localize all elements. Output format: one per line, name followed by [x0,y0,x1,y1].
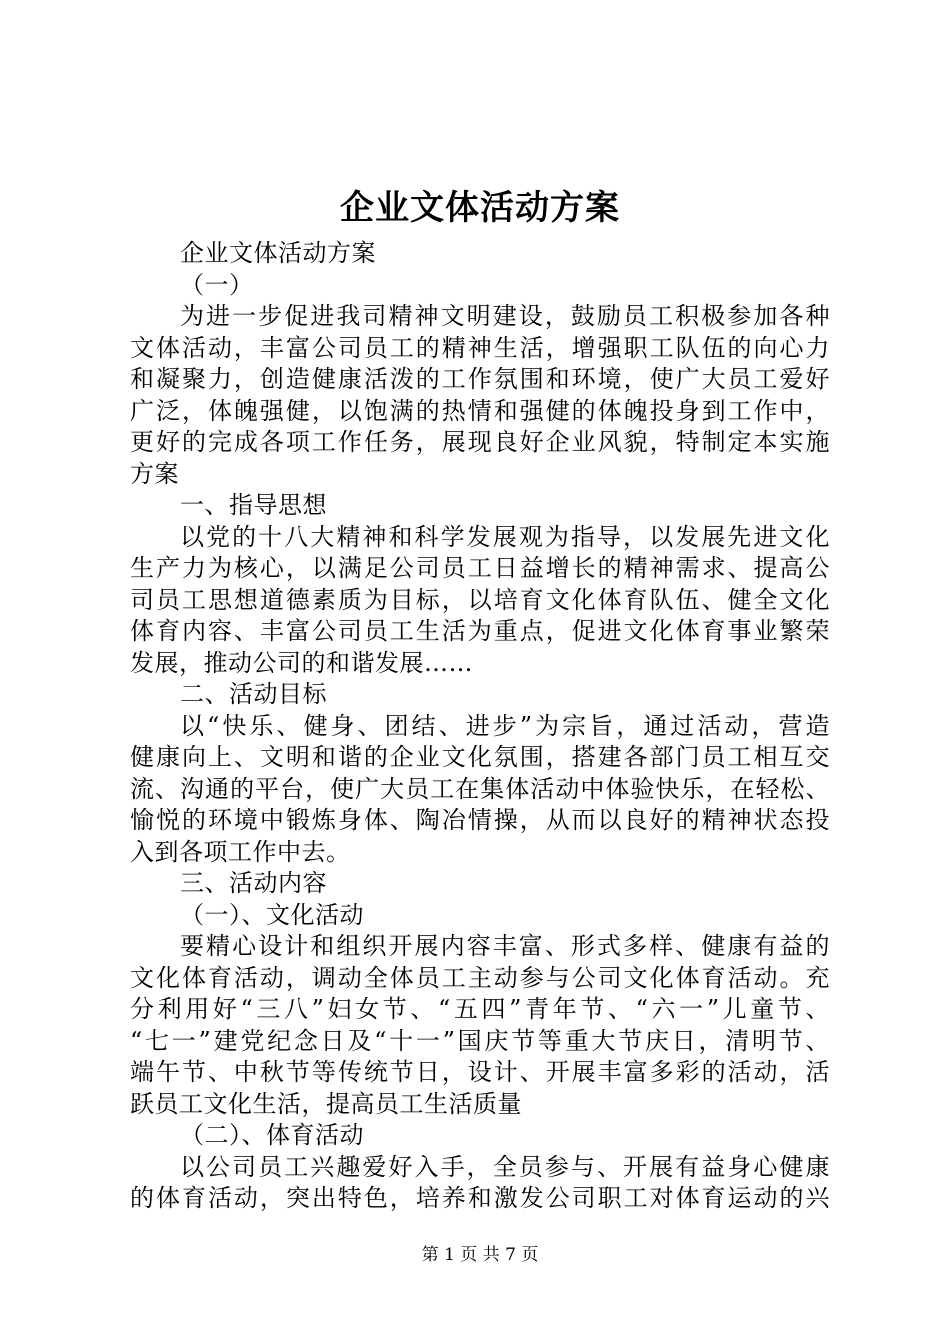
text-line: 司员工思想道德素质为目标，以培育文化体育队伍、健全文化 [130,585,830,614]
text-line: 文体活动，丰富公司员工的精神生活，增强职工队伍的向心力 [130,333,830,362]
text-line: 更好的完成各项工作任务，展现良好企业风貌，特制定本实施 [130,428,830,456]
document-title: 企业文体活动方案 [340,188,620,228]
text-line: 发展，推动公司的和谐发展…… [130,648,473,677]
text-line: “七一”建党纪念日及“十一”国庆节等重大节庆日，清明节、 [130,1026,830,1055]
text-line: 跃员工文化生活，提高员工生活质量 [130,1089,522,1118]
text-line: （一） [180,270,254,299]
text-line: 健康向上、文明和谐的企业文化氛围，搭建各部门员工相互交 [130,743,830,771]
text-line: 以党的十八大精神和科学发展观为指导，以发展先进文化 [180,522,830,551]
text-line: （一）、文化活动 [180,900,364,929]
text-line: 入到各项工作中去。 [130,837,351,866]
page-footer: 第 1 页 共 7 页 [421,1245,539,1265]
text-line: 流、沟通的平台，使广大员工在集体活动中体验快乐，在轻松、 [130,774,830,803]
text-line: 要精心设计和组织开展内容丰富、形式多样、健康有益的 [180,932,830,960]
text-line: 三、活动内容 [180,869,327,897]
text-line: 二、活动目标 [180,680,327,708]
text-line: 广泛，体魄强健，以饱满的热情和强健的体魄投身到工作中， [130,396,830,425]
text-line: 以公司员工兴趣爱好入手，全员参与、开展有益身心健康 [180,1152,830,1181]
text-line: 的体育活动，突出特色，培养和激发公司职工对体育运动的兴 [130,1184,830,1212]
text-line: 方案 [130,459,179,488]
text-line: 文化体育活动，调动全体员工主动参与公司文化体育活动。充 [130,963,830,992]
text-line: 愉悦的环境中锻炼身体、陶冶情操，从而以良好的精神状态投 [130,806,830,834]
document-body [130,238,830,1215]
text-line: 生产力为核心，以满足公司员工日益增长的精神需求、提高公 [130,554,830,582]
text-line: 体育内容、丰富公司员工生活为重点，促进文化体育事业繁荣 [130,617,830,645]
text-line: 以“快乐、健身、团结、进步”为宗旨，通过活动，营造 [180,711,830,740]
text-line: （二）、体育活动 [180,1121,364,1149]
text-line: 分利用好“三八”妇女节、“五四”青年节、“六一”儿童节、 [130,995,830,1023]
text-line: 为进一步促进我司精神文明建设，鼓励员工积极参加各种 [180,302,830,330]
text-line: 一、指导思想 [180,491,327,519]
text-line: 企业文体活动方案 [180,239,376,267]
text-line: 端午节、中秋节等传统节日，设计、开展丰富多彩的活动，活 [130,1058,830,1086]
text-line: 和凝聚力，创造健康活泼的工作氛围和环境，使广大员工爱好 [130,365,830,393]
